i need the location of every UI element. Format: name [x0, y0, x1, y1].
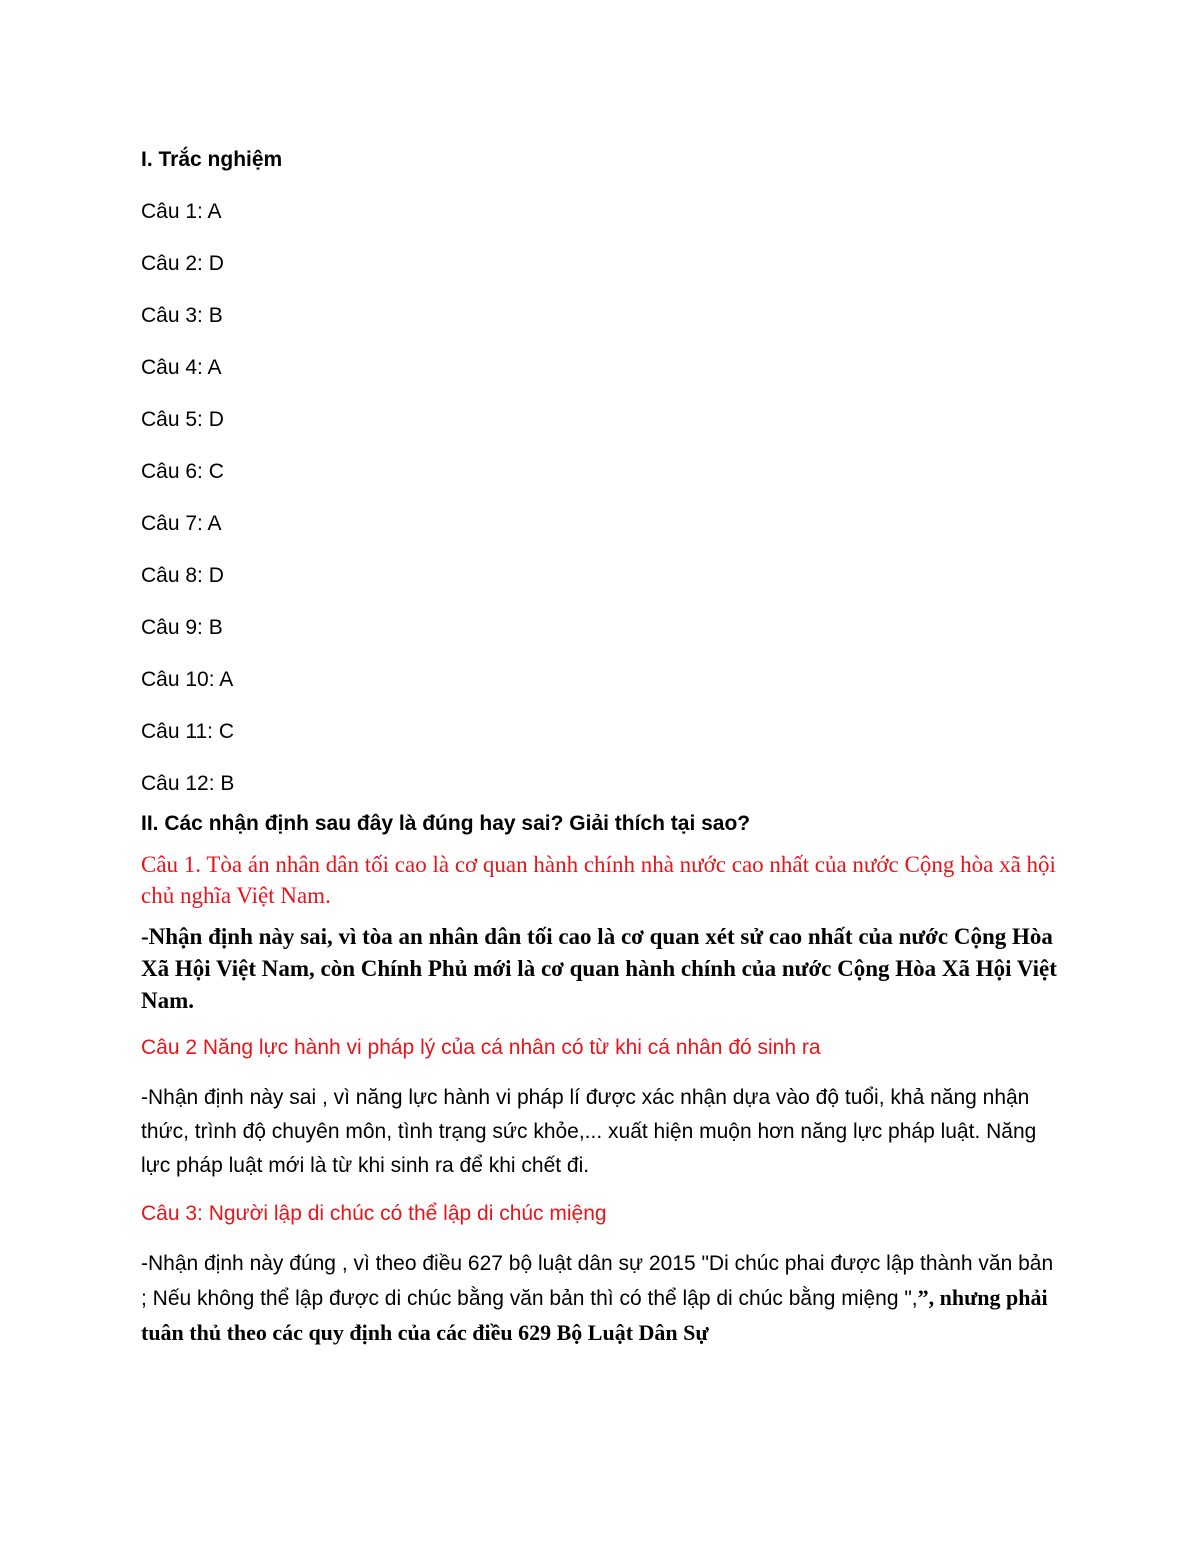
answer-item: Câu 9: B: [141, 616, 223, 639]
answer-1: -Nhận định này sai, vì tòa an nhân dân tối cao là cơ quan xét sử cao nhất của nước Cộng Hòa Xã Hội Việt Nam, còn Chính Phủ mới là cơ quan hành chính của nước Cộng Hòa Xã Hội Việt Nam.: [141, 924, 1057, 1013]
answer-item: Câu 4: A: [141, 356, 222, 379]
answer-3-part1: -Nhận định này đúng , vì theo điều 627 bộ luật dân sự 2015 "Di chúc phai được lập thành văn bản ; Nếu không thể lập được di chúc bằng văn bản thì có thể lập di chúc bằng miệng ",: [141, 1252, 1054, 1310]
answer-item: Câu 10: A: [141, 668, 234, 691]
answer-3: [141, 1247, 1061, 1351]
question-1: Câu 1. Tòa án nhân dân tối cao là cơ quan hành chính nhà nước cao nhất của nước Cộng hòa xã hội chủ nghĩa Việt Nam.: [141, 852, 1056, 908]
answer-item: Câu 3: B: [141, 304, 223, 327]
answer-item: Câu 12: B: [141, 772, 235, 795]
document-content: [141, 143, 1061, 1351]
answer-3-part2: ”, nhưng phải tuân thủ theo các quy định của các điều 629 Bộ Luật Dân Sự: [141, 1285, 1048, 1345]
answer-item: Câu 6: C: [141, 460, 224, 483]
answer-item: Câu 5: D: [141, 408, 224, 431]
section1-heading: I. Trắc nghiệm: [141, 148, 283, 171]
answer-item: Câu 1: A: [141, 200, 222, 223]
answer-item: Câu 7: A: [141, 512, 222, 535]
section2-heading: II. Các nhận định sau đây là đúng hay sai? Giải thích tại sao?: [141, 812, 751, 835]
answer-item: Câu 2: D: [141, 252, 224, 275]
answer-item: Câu 8: D: [141, 564, 224, 587]
answer-2: -Nhận định này sai , vì năng lực hành vi pháp lí được xác nhận dựa vào độ tuổi, khả năng nhận thức, trình độ chuyên môn, tình trạng sức khỏe,... xuất hiện muộn hơn năng lực pháp luật. Năng lực pháp luật mới là từ khi sinh ra để khi chết đi.: [141, 1086, 1037, 1177]
question-2: Câu 2 Năng lực hành vi pháp lý của cá nhân có từ khi cá nhân đó sinh ra: [141, 1036, 821, 1059]
answer-list: [141, 195, 1061, 807]
question-3: Câu 3: Người lập di chúc có thể lập di chúc miệng: [141, 1202, 607, 1225]
answer-item: Câu 11: C: [141, 720, 234, 743]
section2: [141, 807, 1061, 1351]
